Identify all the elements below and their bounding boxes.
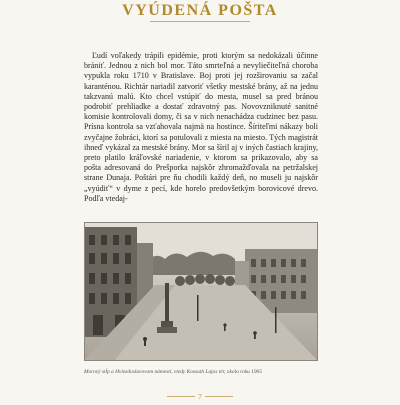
page-number: 7 — [198, 392, 202, 401]
footer-rule-right — [205, 396, 233, 397]
photo-caption: Morový stĺp a Hviezdoslavovom námestí, vtedy Kossuth Lajos tér, okolo roku 1905 — [84, 369, 262, 375]
header-rule — [150, 21, 250, 22]
body-text — [84, 51, 318, 204]
chapter-title: VYÚDENÁ POŠTA — [122, 2, 278, 19]
body-paragraph: Ľudí voľakedy trápili epidémie, proti ktorým sa nedokázali účinne brániť. Jednou z nich bol mor. Táto smrteľná a nevyliečiteľná choroba vypukla roku 1710 v Bratislave. Boj proti jej rozširovaniu sa začal karanténou. Richtár nariadil zatvoriť všetky mestské brány, až na jednu takzvanú malú. Kto chcel vstúpiť do mesta, musel sa pred bránou podrobiť prehliadke a dostať zdravotný pas. Novovzniknuté sanitné komisie kontrolovali domy, či sa v nich nenachádza cudzinec bez pasu. Prísna kontrola sa vzťahovala najmä na hostince. Šíriteľmi nákazy boli zvyčajne žobráci, ktorí sa potulovali z miesta na miesto. Tých magistrát ihneď vykázal za mestské brány. Mor sa šíril aj v iných častiach krajiny, preto platilo kráľovské nariadenie, v ktorom sa prikazovalo, aby sa pošta adresovaná do Prešporka najskôr zhromažďovala na petržalskej strane Dunaja. Poštári pre ňu chodili každý deň, no museli ju najskôr „vyúdiť“ v dyme z pecí, kde horelo predovšetkým borovicové drevo. Podľa vtedaj- — [84, 51, 318, 203]
footer-rule-left — [167, 396, 195, 397]
page-footer — [0, 386, 400, 405]
historic-square-photo — [84, 222, 318, 361]
photo-illustration — [85, 223, 317, 360]
running-header — [0, 0, 400, 22]
